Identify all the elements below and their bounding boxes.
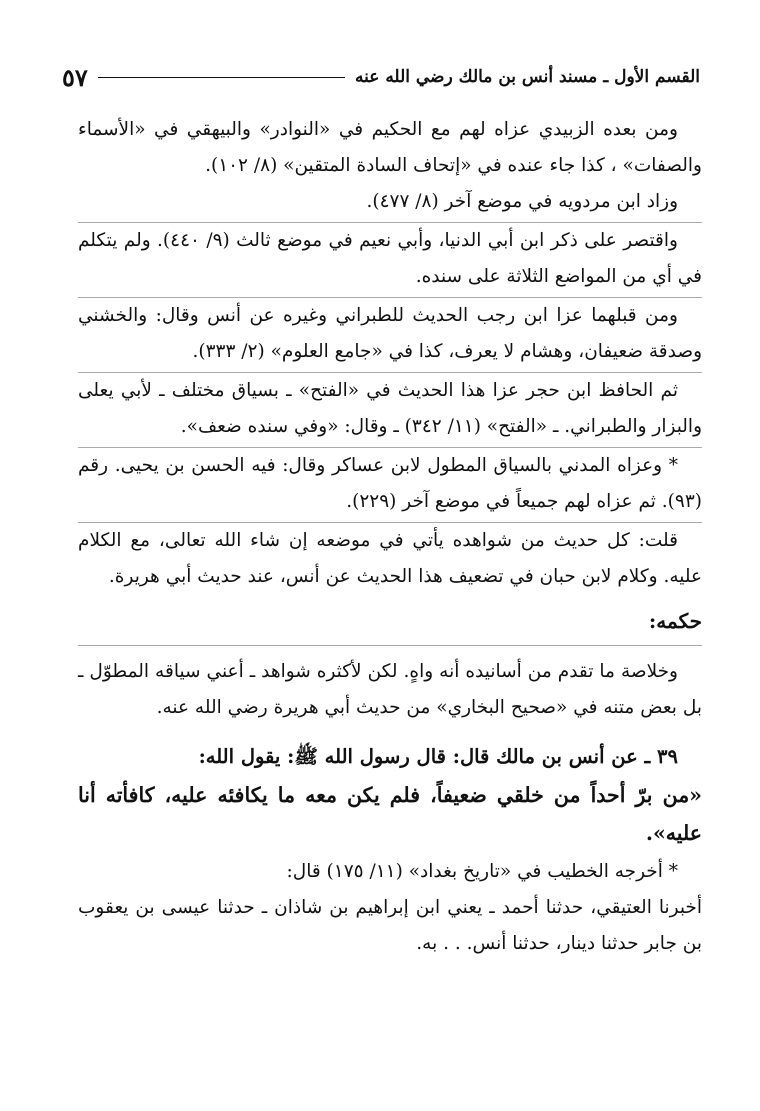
hadith-chain: أخبرنا العتيقي، حدثنا أحمد ـ يعني ابن إبراهيم بن شاذان ـ حدثنا عيسى بن يعقوب بن جابر حدثنا دينار، حدثنا أنس. . . به. bbox=[78, 897, 702, 954]
ruling-text: وخلاصة ما تقدم من أسانيده أنه واهٍ. لكن لأكثره شواهد ـ أعني سياقه المطوّل ـ بل بعض متنه في «صحيح البخاري» من حديث أبي هريرة رضي الله عنه. bbox=[78, 661, 702, 718]
hadith-text: «من برّ أحداً من خلقي ضعيفاً، فلم يكن معه ما يكافئه عليه، كافأته أنا عليه». bbox=[78, 783, 702, 845]
paragraph: * وعزاه المدني بالسياق المطول لابن عساكر وقال: فيه الحسن بن يحيى. رقم (٩٣). ثم عزاه لهم جميعاً في موضع آخر (٢٢٩). bbox=[78, 447, 702, 520]
paragraph: قلت: كل حديث من شواهده يأتي في موضعه إن شاء الله تعالى، مع الكلام عليه. وكلام لابن حبان في تضعيف هذا الحديث عن أنس، عند حديث أبي هريرة. bbox=[78, 522, 702, 595]
ruling-heading: حكمه: bbox=[78, 603, 702, 646]
hadith-title: ٣٩ ـ عن أنس بن مالك قال: قال رسول الله ﷺ: يقول الله: bbox=[198, 745, 678, 768]
paragraph: ومن بعده الزبيدي عزاه لهم مع الحكيم في «النوادر» والبيهقي في «الأسماء والصفات» ، كذا جاء عنده في «إتحاف السادة المتقين» (٨/ ١٠٢). bbox=[78, 119, 702, 176]
paragraph: ومن قبلهما عزا ابن رجب الحديث للطبراني وغيره عن أنس وقال: والخشني وصدقة ضعيفان، وهشام لا يعرف، كذا في «جامع العلوم» (٢/ ٣٣٣). bbox=[78, 297, 702, 370]
header-rule bbox=[98, 77, 345, 78]
page-body bbox=[78, 112, 702, 962]
paragraph: ثم الحافظ ابن حجر عزا هذا الحديث في «الفتح» ـ بسياق مختلف ـ لأبي يعلى والبزار والطبراني. ـ «الفتح» (١١/ ٣٤٢) ـ وقال: «وفي سنده ضعف». bbox=[78, 372, 702, 445]
page-number: ٥٧ bbox=[62, 62, 88, 92]
header-title: القسم الأول ـ مسند أنس بن مالك رضي الله عنه bbox=[355, 67, 700, 87]
paragraph: واقتصر على ذكر ابن أبي الدنيا، وأبي نعيم في موضع ثالث (٩/ ٤٤٠). ولم يتكلم في أي من المواضع الثلاثة على سنده. bbox=[78, 222, 702, 295]
paragraph: وزاد ابن مردويه في موضع آخر (٨/ ٤٧٧). bbox=[366, 191, 678, 212]
hadith-source: * أخرجه الخطيب في «تاريخ بغداد» (١١/ ١٧٥) قال: bbox=[286, 861, 678, 882]
running-header bbox=[62, 62, 700, 92]
